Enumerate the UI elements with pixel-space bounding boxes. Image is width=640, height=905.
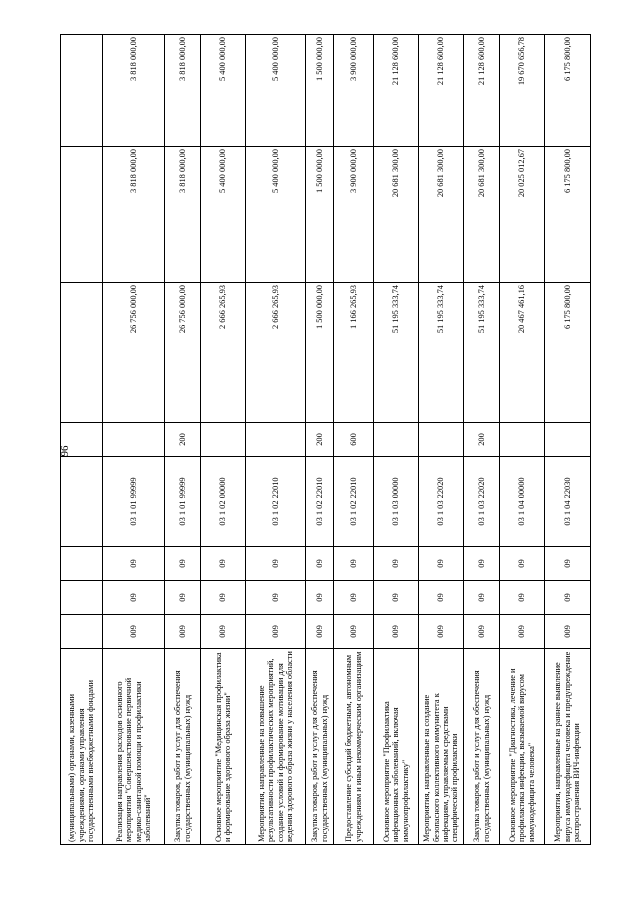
cell-v3: [61, 35, 103, 147]
cell-v1: 20 467 461,16: [500, 283, 545, 423]
cell-c3: 09: [246, 547, 306, 581]
cell-c1: [61, 615, 103, 649]
budget-table: [60, 34, 591, 845]
cell-v1: 26 756 000,00: [165, 283, 201, 423]
cell-c5: 200: [306, 423, 334, 457]
page-number: 96: [59, 445, 71, 457]
cell-v3: 3 818 000,00: [165, 35, 201, 147]
cell-c3: 09: [201, 547, 246, 581]
cell-c2: 09: [306, 581, 334, 615]
cell-c4: 03 1 04 22030: [545, 457, 591, 547]
cell-c5: 200: [464, 423, 500, 457]
cell-c3: 09: [103, 547, 165, 581]
cell-c3: 09: [374, 547, 419, 581]
cell-v1: 6 175 800,00: [545, 283, 591, 423]
cell-v1: 51 195 333,74: [374, 283, 419, 423]
cell-c5: [419, 423, 464, 457]
cell-c1: 009: [306, 615, 334, 649]
table-row: [334, 35, 374, 845]
cell-c4: 03 1 01 99999: [103, 457, 165, 547]
cell-c1: 009: [334, 615, 374, 649]
cell-name: Закупка товаров, работ и услуг для обеспечения государственных (муниципальных) нужд: [165, 649, 201, 845]
cell-c5: [103, 423, 165, 457]
cell-c5: 200: [165, 423, 201, 457]
cell-c1: 009: [464, 615, 500, 649]
cell-c2: 09: [201, 581, 246, 615]
cell-v1: 1 166 265,93: [334, 283, 374, 423]
cell-c1: 009: [374, 615, 419, 649]
cell-name: Закупка товаров, работ и услуг для обеспечения государственных (муниципальных) нужд: [464, 649, 500, 845]
cell-c2: 09: [545, 581, 591, 615]
cell-v2: 5 400 000,00: [201, 147, 246, 283]
cell-c2: 09: [419, 581, 464, 615]
cell-c4: 03 1 02 00000: [201, 457, 246, 547]
cell-c3: 09: [545, 547, 591, 581]
cell-v3: 21 128 600,00: [419, 35, 464, 147]
cell-c2: 09: [103, 581, 165, 615]
cell-c5: [246, 423, 306, 457]
cell-c2: 09: [334, 581, 374, 615]
cell-name: Основное мероприятие "Медицинская профилактика и формирование здорового образа жизни": [201, 649, 246, 845]
cell-c1: 009: [500, 615, 545, 649]
cell-c4: 03 1 02 22010: [306, 457, 334, 547]
cell-c5: [374, 423, 419, 457]
cell-v2: 20 681 300,00: [374, 147, 419, 283]
cell-v3: 21 128 600,00: [374, 35, 419, 147]
cell-v1: 1 500 000,00: [306, 283, 334, 423]
cell-name: Закупка товаров, работ и услуг для обеспечения государственных (муниципальных) нужд: [306, 649, 334, 845]
cell-name: Мероприятия, направленные на повышение результативности профилактических мероприятий, создание условий и формирование мотивации для ведения здорового образа жизни у населения области: [246, 649, 306, 845]
cell-v3: 5 400 000,00: [246, 35, 306, 147]
cell-v1: 51 195 333,74: [419, 283, 464, 423]
table-row: [419, 35, 464, 845]
cell-c5: [201, 423, 246, 457]
cell-v2: 3 818 000,00: [103, 147, 165, 283]
cell-v3: 1 500 000,00: [306, 35, 334, 147]
cell-name: Мероприятия, направленные на создание безопасного коллективного иммунитета к инфекциям, управляемым средствами специфической профилактики: [419, 649, 464, 845]
cell-c4: [61, 457, 103, 547]
cell-v2: 6 175 800,00: [545, 147, 591, 283]
cell-c4: 03 1 02 22010: [334, 457, 374, 547]
cell-name: Реализация направления расходов основного мероприятия "Совершенствование первичной медико-санитарной помощи и профилактики заболеваний": [103, 649, 165, 845]
table-row: [374, 35, 419, 845]
cell-c4: 03 1 04 00000: [500, 457, 545, 547]
cell-v2: [61, 147, 103, 283]
cell-c1: 009: [165, 615, 201, 649]
cell-c1: 009: [201, 615, 246, 649]
cell-c2: 09: [464, 581, 500, 615]
cell-v2: 20 681 300,00: [464, 147, 500, 283]
cell-c3: 09: [419, 547, 464, 581]
cell-v2: 20 681 300,00: [419, 147, 464, 283]
cell-v3: 3 818 000,00: [103, 35, 165, 147]
cell-v3: 5 400 000,00: [201, 35, 246, 147]
cell-v3: 19 670 656,78: [500, 35, 545, 147]
cell-c5: [500, 423, 545, 457]
cell-c3: [61, 547, 103, 581]
cell-c4: 03 1 01 99999: [165, 457, 201, 547]
cell-v2: 20 025 012,67: [500, 147, 545, 283]
table-row: [165, 35, 201, 845]
cell-v2: 1 500 000,00: [306, 147, 334, 283]
cell-name: (муниципальными) органами, казенными учреждениями, органами управления государственными внебюджетными фондами: [61, 649, 103, 845]
cell-c4: 03 1 03 00000: [374, 457, 419, 547]
cell-c2: 09: [374, 581, 419, 615]
rotated-table-wrapper: [60, 35, 590, 845]
table-row: [61, 35, 103, 845]
cell-c4: 03 1 03 22020: [464, 457, 500, 547]
cell-v1: 2 666 265,93: [246, 283, 306, 423]
cell-c1: 009: [545, 615, 591, 649]
cell-name: Предоставление субсидий бюджетным, автономным учреждениям и иным некоммерческим организациям: [334, 649, 374, 845]
cell-c1: 009: [246, 615, 306, 649]
table-row: [246, 35, 306, 845]
cell-c3: 09: [500, 547, 545, 581]
table-row: [500, 35, 545, 845]
cell-c3: 09: [334, 547, 374, 581]
table-row: [545, 35, 591, 845]
cell-c1: 009: [419, 615, 464, 649]
cell-v2: 3 900 000,00: [334, 147, 374, 283]
cell-v1: [61, 283, 103, 423]
cell-v1: 2 666 265,93: [201, 283, 246, 423]
cell-c2: 09: [165, 581, 201, 615]
cell-name: Основное мероприятие "Профилактика инфекционных заболеваний, включая иммунопрофилактику": [374, 649, 419, 845]
table-row: [201, 35, 246, 845]
cell-c5: [61, 423, 103, 457]
table-row: [464, 35, 500, 845]
cell-c4: 03 1 02 22010: [246, 457, 306, 547]
cell-v3: 6 175 800,00: [545, 35, 591, 147]
cell-c3: 09: [306, 547, 334, 581]
cell-c2: 09: [246, 581, 306, 615]
table-row: [306, 35, 334, 845]
cell-c1: 009: [103, 615, 165, 649]
cell-c2: 09: [500, 581, 545, 615]
table-row: [103, 35, 165, 845]
cell-c2: [61, 581, 103, 615]
cell-c5: [545, 423, 591, 457]
cell-c3: 09: [464, 547, 500, 581]
cell-c5: 600: [334, 423, 374, 457]
cell-v2: 3 818 000,00: [165, 147, 201, 283]
cell-c4: 03 1 03 22020: [419, 457, 464, 547]
cell-v3: 21 128 600,00: [464, 35, 500, 147]
cell-name: Основное мероприятие "Диагностика, лечение и профилактика инфекции, вызываемой вирусом иммунодефицита человека": [500, 649, 545, 845]
cell-v1: 26 756 000,00: [103, 283, 165, 423]
cell-v1: 51 195 333,74: [464, 283, 500, 423]
cell-name: Мероприятия, направленные на раннее выявление вируса иммунодефицита человека и предупреждение распространения ВИЧ-инфекции: [545, 649, 591, 845]
cell-c3: 09: [165, 547, 201, 581]
cell-v3: 3 900 000,00: [334, 35, 374, 147]
cell-v2: 5 400 000,00: [246, 147, 306, 283]
